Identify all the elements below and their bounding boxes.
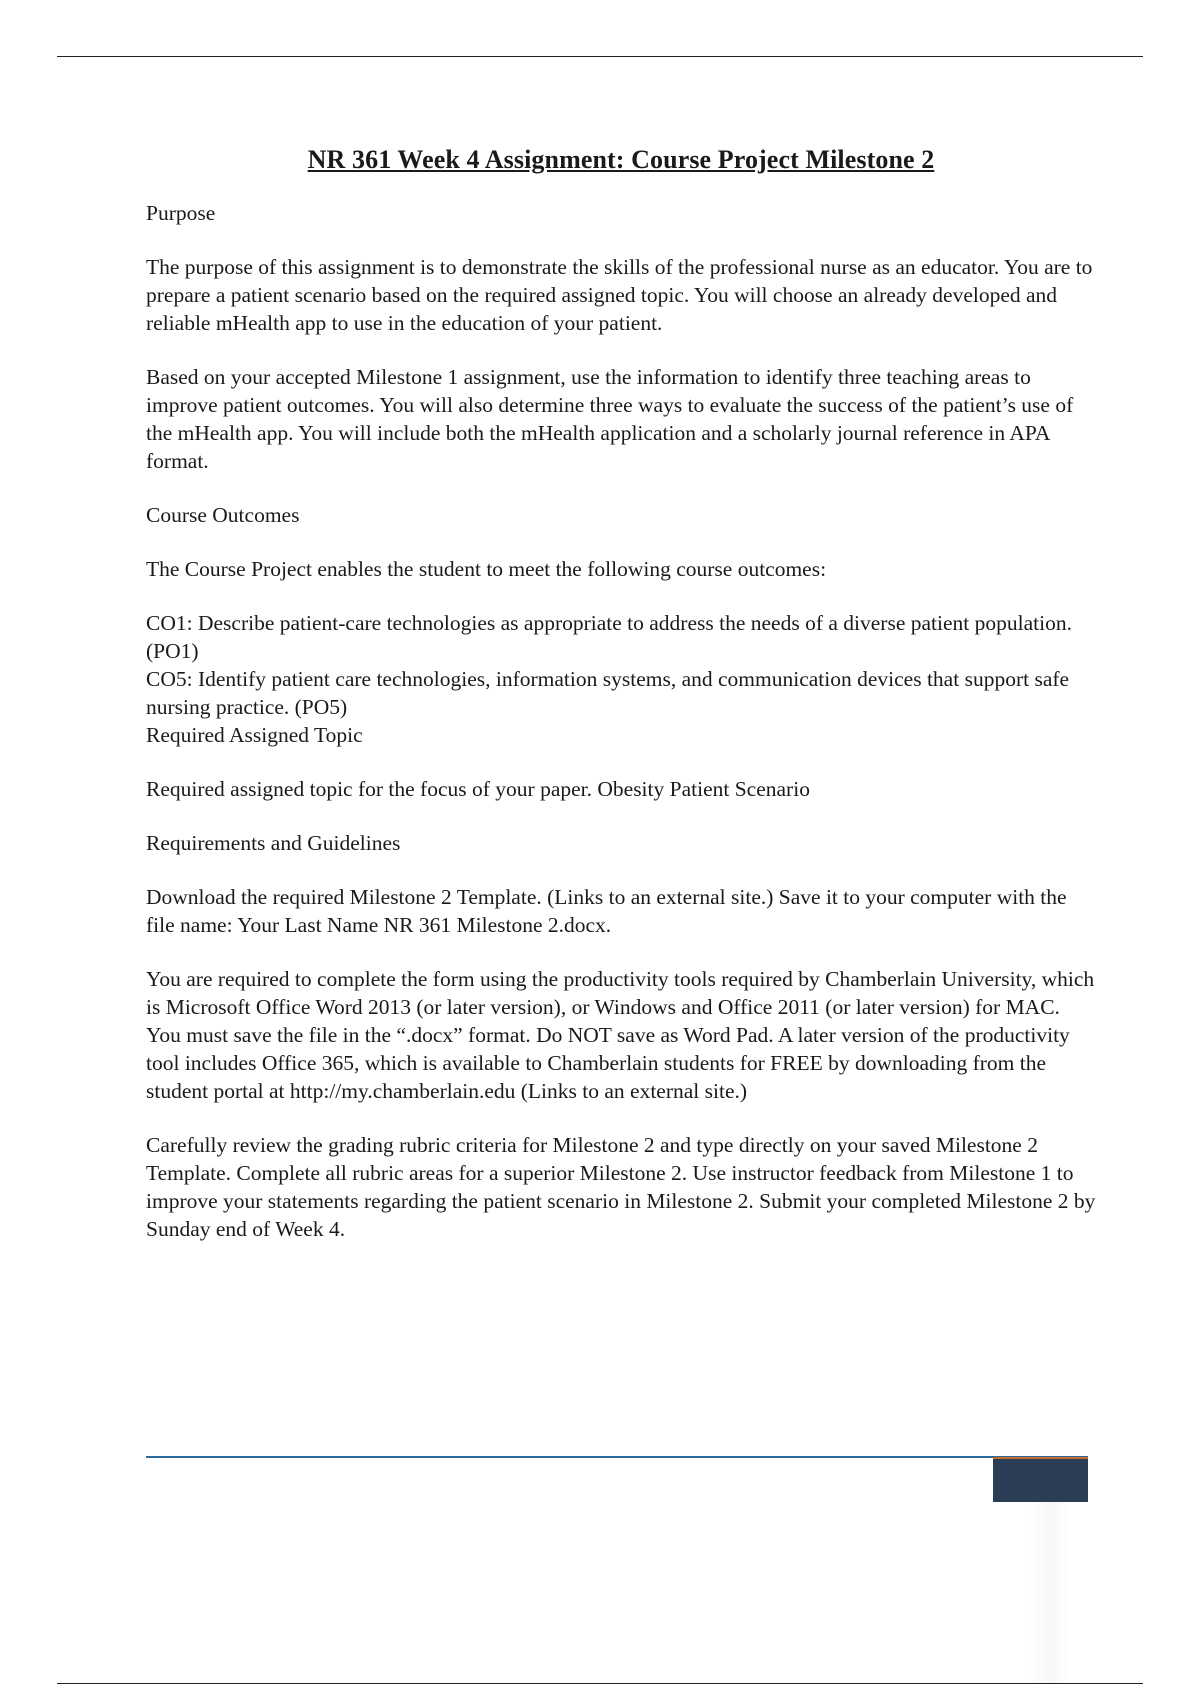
requirements-paragraph-1: Download the required Milestone 2 Template. (Links to an external site.) Save it to your computer with the file name: Your Last Name NR 361 Milestone 2.docx.	[146, 885, 1067, 937]
document-body	[146, 145, 1096, 1269]
purpose-paragraph-1: The purpose of this assignment is to demonstrate the skills of the professional nurse as an educator. You are to prepare a patient scenario based on the required assigned topic. You will choose an already developed and reliable mHealth app to use in the education of your patient.	[146, 255, 1093, 335]
required-topic-heading: Required Assigned Topic	[146, 723, 363, 747]
footer-rule	[146, 1456, 1088, 1458]
course-outcomes-intro: The Course Project enables the student to meet the following course outcomes:	[146, 557, 827, 581]
requirements-paragraph-2: You are required to complete the form using the productivity tools required by Chamberlain University, which is Microsoft Office Word 2013 (or later version), or Windows and Office 2011 (or later version) for MAC. You must save the file in the “.docx” format. Do NOT save as Word Pad. A later version of the productivity tool includes Office 365, which is available to Chamberlain students for FREE by downloading from the student portal at http://my.chamberlain.edu (Links to an external site.)	[146, 967, 1095, 1103]
purpose-heading: Purpose	[146, 201, 216, 225]
course-outcome-co5: CO5: Identify patient care technologies, information systems, and communication devices that support safe nursing practice. (PO5)	[146, 667, 1070, 719]
course-outcome-co1: CO1: Describe patient-care technologies as appropriate to address the needs of a diverse patient population. (PO1)	[146, 611, 1072, 663]
footer-page-box	[993, 1457, 1088, 1502]
required-topic-text: Required assigned topic for the focus of your paper. Obesity Patient Scenario	[146, 777, 810, 801]
course-outcomes-heading: Course Outcomes	[146, 503, 300, 527]
requirements-paragraph-3: Carefully review the grading rubric criteria for Milestone 2 and type directly on your saved Milestone 2 Template. Complete all rubric areas for a superior Milestone 2. Use instructor feedback from Milestone 1 to improve your statements regarding the patient scenario in Milestone 2. Submit your completed Milestone 2 by Sunday end of Week 4.	[146, 1133, 1096, 1241]
purpose-paragraph-2: Based on your accepted Milestone 1 assignment, use the information to identify three teaching areas to improve patient outcomes. You will also determine three ways to evaluate the success of the patient’s use of the mHealth app. You will include both the mHealth application and a scholarly journal reference in APA format.	[146, 365, 1074, 473]
requirements-heading: Requirements and Guidelines	[146, 831, 401, 855]
bottom-rule	[57, 1683, 1143, 1684]
course-outcomes-list	[146, 609, 1096, 749]
header-rule	[57, 56, 1143, 57]
document-title: NR 361 Week 4 Assignment: Course Project Milestone 2	[307, 145, 935, 174]
page-shadow	[1030, 1500, 1070, 1683]
